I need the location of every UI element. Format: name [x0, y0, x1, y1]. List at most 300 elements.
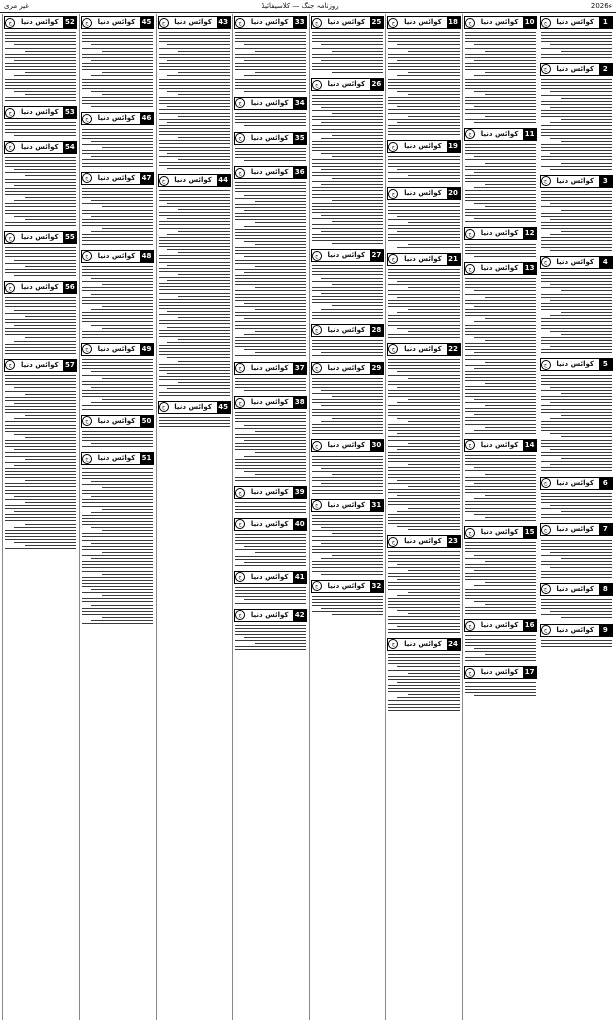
newspaper-logo-icon: ج	[235, 98, 245, 108]
ad-heading: کوائس دنیا	[480, 264, 519, 272]
newspaper-logo-icon: ج	[159, 18, 169, 28]
ad-body-text	[387, 356, 460, 533]
newspaper-logo-icon: ج	[312, 18, 322, 28]
ad-heading: کوائس دنیا	[250, 18, 289, 26]
newspaper-logo-icon: ج	[235, 168, 245, 178]
ad-heading: کوائس دنیا	[21, 233, 59, 242]
ad-number: 7	[599, 524, 612, 535]
ad-number: 57	[65, 360, 75, 369]
ad-header	[81, 16, 154, 29]
ad-body-text	[464, 240, 537, 260]
classified-ad	[234, 362, 307, 395]
newspaper-logo-icon: ج	[82, 251, 92, 261]
ad-header	[4, 141, 77, 154]
ad-heading: کوائس دنیا	[174, 176, 212, 185]
newspaper-logo-icon: ج	[82, 114, 92, 124]
newspaper-logo-icon: ج	[312, 325, 322, 335]
classified-ad	[464, 128, 537, 226]
classified-ad	[387, 253, 460, 341]
classified-ad	[234, 166, 307, 359]
classified-ad	[234, 16, 307, 95]
ad-number: 35	[294, 133, 305, 142]
newspaper-logo-icon: ج	[5, 283, 15, 293]
ad-heading: کوائس دنیا	[21, 283, 59, 292]
ad-number: 31	[371, 500, 382, 509]
ad-number: 54	[65, 142, 75, 151]
ad-body-text	[81, 29, 154, 110]
newspaper-logo-icon: ج	[159, 402, 169, 412]
newspaper-logo-icon: ج	[388, 189, 398, 199]
classified-ad	[464, 262, 537, 437]
ad-heading: کوائس دنیا	[480, 129, 519, 138]
ad-number: 8	[599, 584, 612, 595]
classified-ad	[540, 63, 613, 173]
ad-header	[387, 140, 460, 153]
classified-ad	[81, 112, 154, 169]
classified-ad	[81, 415, 154, 451]
newspaper-logo-icon: ج	[541, 176, 551, 186]
ad-number: 14	[524, 440, 535, 449]
classified-ad	[311, 362, 384, 438]
ad-header	[81, 112, 154, 125]
classified-ad	[4, 141, 77, 229]
ad-heading: کوائس دنیا	[480, 528, 519, 537]
ad-body-text	[387, 651, 460, 714]
ad-heading: کوائس دنیا	[327, 18, 366, 26]
ad-header	[387, 253, 460, 266]
newspaper-logo-icon: ج	[5, 18, 15, 28]
ad-number: 9	[599, 625, 612, 636]
ad-number: 41	[294, 572, 305, 581]
ad-column	[462, 14, 538, 1020]
ad-header	[540, 477, 613, 490]
ad-header	[311, 439, 384, 452]
ad-heading: کوائس دنیا	[480, 668, 519, 677]
ad-number: 40	[294, 519, 305, 528]
ad-header	[234, 609, 307, 622]
ad-heading: کوائس دنیا	[97, 416, 136, 425]
classified-ad	[4, 106, 77, 139]
ad-number: 15	[524, 528, 535, 537]
ad-number: 20	[448, 189, 458, 198]
ad-number: 32	[371, 581, 382, 590]
ad-body-text	[234, 179, 307, 359]
ad-heading: کوائس دنیا	[404, 639, 442, 648]
ad-number: 5	[599, 359, 612, 370]
ad-heading: کوائس دنیا	[97, 251, 136, 260]
newspaper-logo-icon: ج	[235, 133, 245, 143]
ad-number: 50	[141, 416, 152, 425]
newspaper-logo-icon: ج	[5, 360, 15, 370]
ad-number: 52	[65, 18, 75, 26]
ad-header	[81, 250, 154, 263]
ad-number: 18	[448, 18, 458, 26]
ad-number: 23	[448, 537, 458, 546]
ad-body-text	[540, 637, 613, 650]
newspaper-logo-icon: ج	[312, 251, 322, 261]
ad-body-text	[234, 531, 307, 569]
ad-body-text	[234, 29, 307, 95]
ad-header	[540, 624, 613, 637]
ad-header	[540, 63, 613, 76]
ad-heading: کوائس دنیا	[250, 519, 289, 528]
classified-ad	[81, 16, 154, 110]
ad-header	[234, 132, 307, 145]
newspaper-logo-icon: ج	[541, 64, 551, 74]
ad-number: 45	[141, 18, 152, 26]
classified-ad	[81, 250, 154, 341]
ad-heading: کوائس دنیا	[250, 363, 289, 372]
ad-header	[311, 249, 384, 262]
ad-body-text	[4, 372, 77, 552]
newspaper-logo-icon: ج	[465, 440, 475, 450]
ad-header	[311, 78, 384, 91]
ad-body-text	[540, 596, 613, 622]
ad-body-text	[81, 428, 154, 451]
ad-body-text	[387, 200, 460, 251]
ad-heading: کوائس دنیا	[404, 254, 442, 263]
ad-body-text	[464, 141, 537, 226]
ad-heading: کوائس دنیا	[97, 454, 136, 463]
ad-header	[464, 666, 537, 679]
classified-ad	[387, 140, 460, 185]
classified-ad	[311, 580, 384, 619]
classified-ad	[81, 452, 154, 627]
newspaper-logo-icon: ج	[388, 344, 398, 354]
classified-ad	[311, 324, 384, 360]
ad-heading: کوائس دنیا	[404, 189, 442, 198]
classified-ad	[387, 535, 460, 636]
ad-header	[234, 518, 307, 531]
ad-number: 12	[524, 229, 535, 238]
newspaper-logo-icon: ج	[541, 360, 551, 370]
ad-number: 56	[65, 283, 75, 292]
ad-heading: کوائس دنیا	[250, 398, 289, 407]
ad-heading: کوائس دنیا	[250, 572, 289, 581]
ad-header	[311, 362, 384, 375]
ad-heading: کوائس دنیا	[174, 402, 212, 411]
ad-header	[311, 499, 384, 512]
classified-ad	[540, 358, 613, 474]
classified-ad	[464, 526, 537, 617]
ad-column	[2, 14, 78, 1020]
ad-body-text	[4, 29, 77, 104]
newspaper-logo-icon: ج	[235, 572, 245, 582]
ad-column	[309, 14, 385, 1020]
newspaper-logo-icon: ج	[82, 454, 92, 464]
ad-number: 33	[294, 18, 305, 26]
ad-body-text	[234, 375, 307, 395]
ad-heading: کوائس دنیا	[556, 525, 594, 534]
classified-ad	[387, 16, 460, 138]
ad-body-text	[311, 262, 384, 322]
classified-ad	[158, 16, 231, 172]
ad-heading: کوائس دنیا	[404, 537, 442, 546]
ad-body-text	[234, 145, 307, 165]
ad-header	[158, 16, 231, 29]
ad-number: 37	[294, 363, 305, 372]
ad-body-text	[540, 76, 613, 173]
ad-heading: کوائس دنیا	[480, 18, 519, 26]
ad-header	[234, 571, 307, 584]
ad-header	[540, 16, 613, 29]
ad-column	[79, 14, 155, 1020]
ad-column	[232, 14, 308, 1020]
ad-heading: کوائس دنیا	[250, 98, 289, 107]
ad-header	[387, 187, 460, 200]
ad-header	[540, 175, 613, 188]
classified-ad	[540, 256, 613, 357]
masthead-title: روزنامہ جنگ — کلاسیفائیڈ	[261, 2, 339, 10]
ad-number: 6	[599, 478, 612, 489]
newspaper-logo-icon: ج	[388, 537, 398, 547]
ad-header	[234, 396, 307, 409]
classified-ad	[464, 16, 537, 126]
ad-heading: کوائس دنیا	[327, 251, 366, 260]
ad-header	[464, 16, 537, 29]
newspaper-logo-icon: ج	[465, 129, 475, 139]
ad-heading: کوائس دنیا	[97, 344, 136, 353]
ad-body-text	[387, 153, 460, 185]
classified-ad	[311, 439, 384, 496]
ad-header	[387, 16, 460, 29]
newspaper-logo-icon: ج	[541, 257, 551, 267]
ad-heading: کوائس دنیا	[480, 440, 519, 449]
ad-body-text	[81, 125, 154, 169]
ad-header	[234, 166, 307, 179]
newspaper-logo-icon: ج	[541, 525, 551, 535]
ad-number: 21	[448, 254, 458, 263]
ad-header	[464, 128, 537, 141]
ad-header	[464, 262, 537, 275]
ad-number: 30	[371, 441, 382, 450]
ad-body-text	[4, 119, 77, 139]
ad-number: 51	[141, 454, 152, 463]
ad-column	[156, 14, 232, 1020]
ad-header	[387, 535, 460, 548]
classified-ad	[234, 571, 307, 607]
ad-number: 49	[141, 344, 152, 353]
ad-body-text	[4, 244, 77, 279]
ad-header	[4, 231, 77, 244]
ad-number: 13	[524, 264, 535, 272]
ad-heading: کوائس دنیا	[250, 133, 289, 142]
ad-heading: کوائس دنیا	[97, 18, 136, 26]
ad-body-text	[540, 536, 613, 580]
ad-heading: کوائس دنیا	[556, 478, 594, 487]
classified-ad	[540, 175, 613, 254]
ad-heading: کوائس دنیا	[556, 625, 594, 634]
ad-heading: کوائس دنیا	[556, 257, 594, 266]
classified-page	[2, 14, 614, 1020]
ad-header	[464, 526, 537, 539]
ad-number: 27	[371, 251, 382, 260]
classified-ad	[387, 343, 460, 533]
ad-body-text	[234, 409, 307, 484]
classified-ad	[540, 523, 613, 580]
classified-ad	[234, 518, 307, 569]
ad-body-text	[311, 593, 384, 619]
newspaper-logo-icon: ج	[82, 416, 92, 426]
newspaper-logo-icon: ج	[82, 173, 92, 183]
classified-ad	[540, 477, 613, 522]
ad-heading: کوائس دنیا	[250, 488, 289, 497]
ad-body-text	[387, 266, 460, 341]
ad-header	[540, 523, 613, 536]
ad-number: 4	[599, 257, 612, 268]
newspaper-logo-icon: ج	[465, 668, 475, 678]
newspaper-logo-icon: ج	[159, 176, 169, 186]
ad-body-text	[234, 584, 307, 607]
newspaper-logo-icon: ج	[541, 478, 551, 488]
ad-heading: کوائس دنیا	[327, 363, 366, 372]
ad-header	[234, 97, 307, 110]
ad-heading: کوائس دنیا	[327, 441, 366, 450]
ad-body-text	[540, 29, 613, 61]
ad-body-text	[387, 29, 460, 138]
ad-header	[234, 486, 307, 499]
ad-body-text	[464, 275, 537, 437]
ad-header	[464, 227, 537, 240]
classified-ad	[234, 132, 307, 165]
ad-header	[540, 256, 613, 269]
ad-heading: کوائس دنیا	[97, 173, 136, 182]
ad-header	[158, 401, 231, 414]
newspaper-logo-icon: ج	[465, 264, 475, 274]
classified-ad	[234, 486, 307, 515]
ad-body-text	[311, 512, 384, 578]
newspaper-logo-icon: ج	[388, 639, 398, 649]
classified-ad	[234, 97, 307, 130]
ad-header	[81, 452, 154, 465]
ad-body-text	[464, 29, 537, 126]
ad-heading: کوائس دنیا	[480, 621, 519, 630]
ad-header	[81, 172, 154, 185]
ad-body-text	[311, 29, 384, 76]
ad-body-text	[311, 91, 384, 247]
newspaper-logo-icon: ج	[465, 528, 475, 538]
newspaper-logo-icon: ج	[388, 142, 398, 152]
ad-body-text	[4, 294, 77, 357]
ad-body-text	[464, 632, 537, 664]
ad-header	[464, 619, 537, 632]
classified-ad	[464, 227, 537, 260]
ad-heading: کوائس دنیا	[21, 360, 59, 369]
ad-header	[81, 343, 154, 356]
ad-number: 26	[371, 80, 382, 89]
newspaper-logo-icon: ج	[541, 584, 551, 594]
ad-number: 38	[294, 398, 305, 407]
ad-heading: کوائس دنیا	[327, 581, 366, 590]
newspaper-logo-icon: ج	[235, 488, 245, 498]
ad-heading: کوائس دنیا	[404, 344, 442, 353]
ad-body-text	[81, 185, 154, 248]
ad-column	[539, 14, 614, 1020]
ad-number: 17	[524, 668, 535, 677]
ad-body-text	[540, 371, 613, 474]
classified-ad	[540, 16, 613, 61]
ad-heading: کوائس دنیا	[556, 360, 594, 369]
ad-column	[385, 14, 461, 1020]
ad-heading: کوائس دنیا	[404, 18, 442, 26]
newspaper-logo-icon: ج	[312, 500, 322, 510]
classified-ad	[464, 439, 537, 524]
newspaper-logo-icon: ج	[235, 363, 245, 373]
ad-number: 16	[524, 621, 535, 630]
newspaper-logo-icon: ج	[235, 610, 245, 620]
ad-header	[311, 16, 384, 29]
ad-heading: کوائس دنیا	[556, 584, 594, 593]
classified-ad	[540, 583, 613, 622]
classified-ad	[4, 359, 77, 552]
ad-number: 2	[599, 64, 612, 75]
ad-body-text	[540, 188, 613, 254]
ad-number: 45	[218, 402, 228, 411]
ad-heading: کوائس دنیا	[97, 114, 136, 123]
classified-ad	[4, 16, 77, 104]
ad-heading: کوائس دنیا	[404, 142, 442, 151]
ad-header	[234, 16, 307, 29]
ad-heading: کوائس دنیا	[480, 229, 519, 238]
ad-body-text	[464, 679, 537, 699]
ad-header	[4, 281, 77, 294]
ad-body-text	[4, 154, 77, 229]
newspaper-logo-icon: ج	[465, 229, 475, 239]
ad-header	[81, 415, 154, 428]
ad-body-text	[540, 490, 613, 522]
classified-ad	[81, 172, 154, 248]
ad-heading: کوائس دنیا	[21, 18, 59, 26]
ad-body-text	[158, 29, 231, 172]
ad-header	[234, 362, 307, 375]
ad-heading: کوائس دنیا	[250, 610, 289, 619]
classified-ad	[234, 396, 307, 484]
ad-number: 28	[371, 325, 382, 334]
newspaper-logo-icon: ج	[465, 18, 475, 28]
newspaper-logo-icon: ج	[541, 18, 551, 28]
newspaper-logo-icon: ج	[5, 233, 15, 243]
ad-heading: کوائس دنیا	[327, 325, 366, 334]
ad-body-text	[81, 263, 154, 341]
ad-body-text	[311, 337, 384, 360]
classified-ad	[158, 174, 231, 398]
ad-number: 1	[599, 17, 612, 28]
newspaper-logo-icon: ج	[388, 254, 398, 264]
classified-ad	[4, 281, 77, 357]
ad-heading: کوائس دنیا	[556, 176, 594, 185]
ad-number: 48	[141, 251, 152, 260]
ad-number: 24	[448, 639, 458, 648]
ad-header	[540, 358, 613, 371]
ad-number: 11	[524, 129, 535, 138]
classified-ad	[464, 619, 537, 664]
classified-ad	[234, 609, 307, 654]
ad-number: 29	[371, 363, 382, 372]
ad-number: 36	[294, 168, 305, 177]
ad-heading: کوائس دنیا	[556, 64, 594, 73]
ad-number: 34	[294, 98, 305, 107]
newspaper-logo-icon: ج	[388, 18, 398, 28]
masthead-page-label: غیر مری	[4, 2, 29, 10]
ad-number: 22	[448, 344, 458, 353]
ad-number: 25	[371, 18, 382, 26]
ad-body-text	[311, 375, 384, 438]
newspaper-logo-icon: ج	[5, 142, 15, 152]
ad-header	[4, 16, 77, 29]
ad-number: 47	[141, 173, 152, 182]
newspaper-logo-icon: ج	[312, 363, 322, 373]
newspaper-logo-icon: ج	[541, 625, 551, 635]
